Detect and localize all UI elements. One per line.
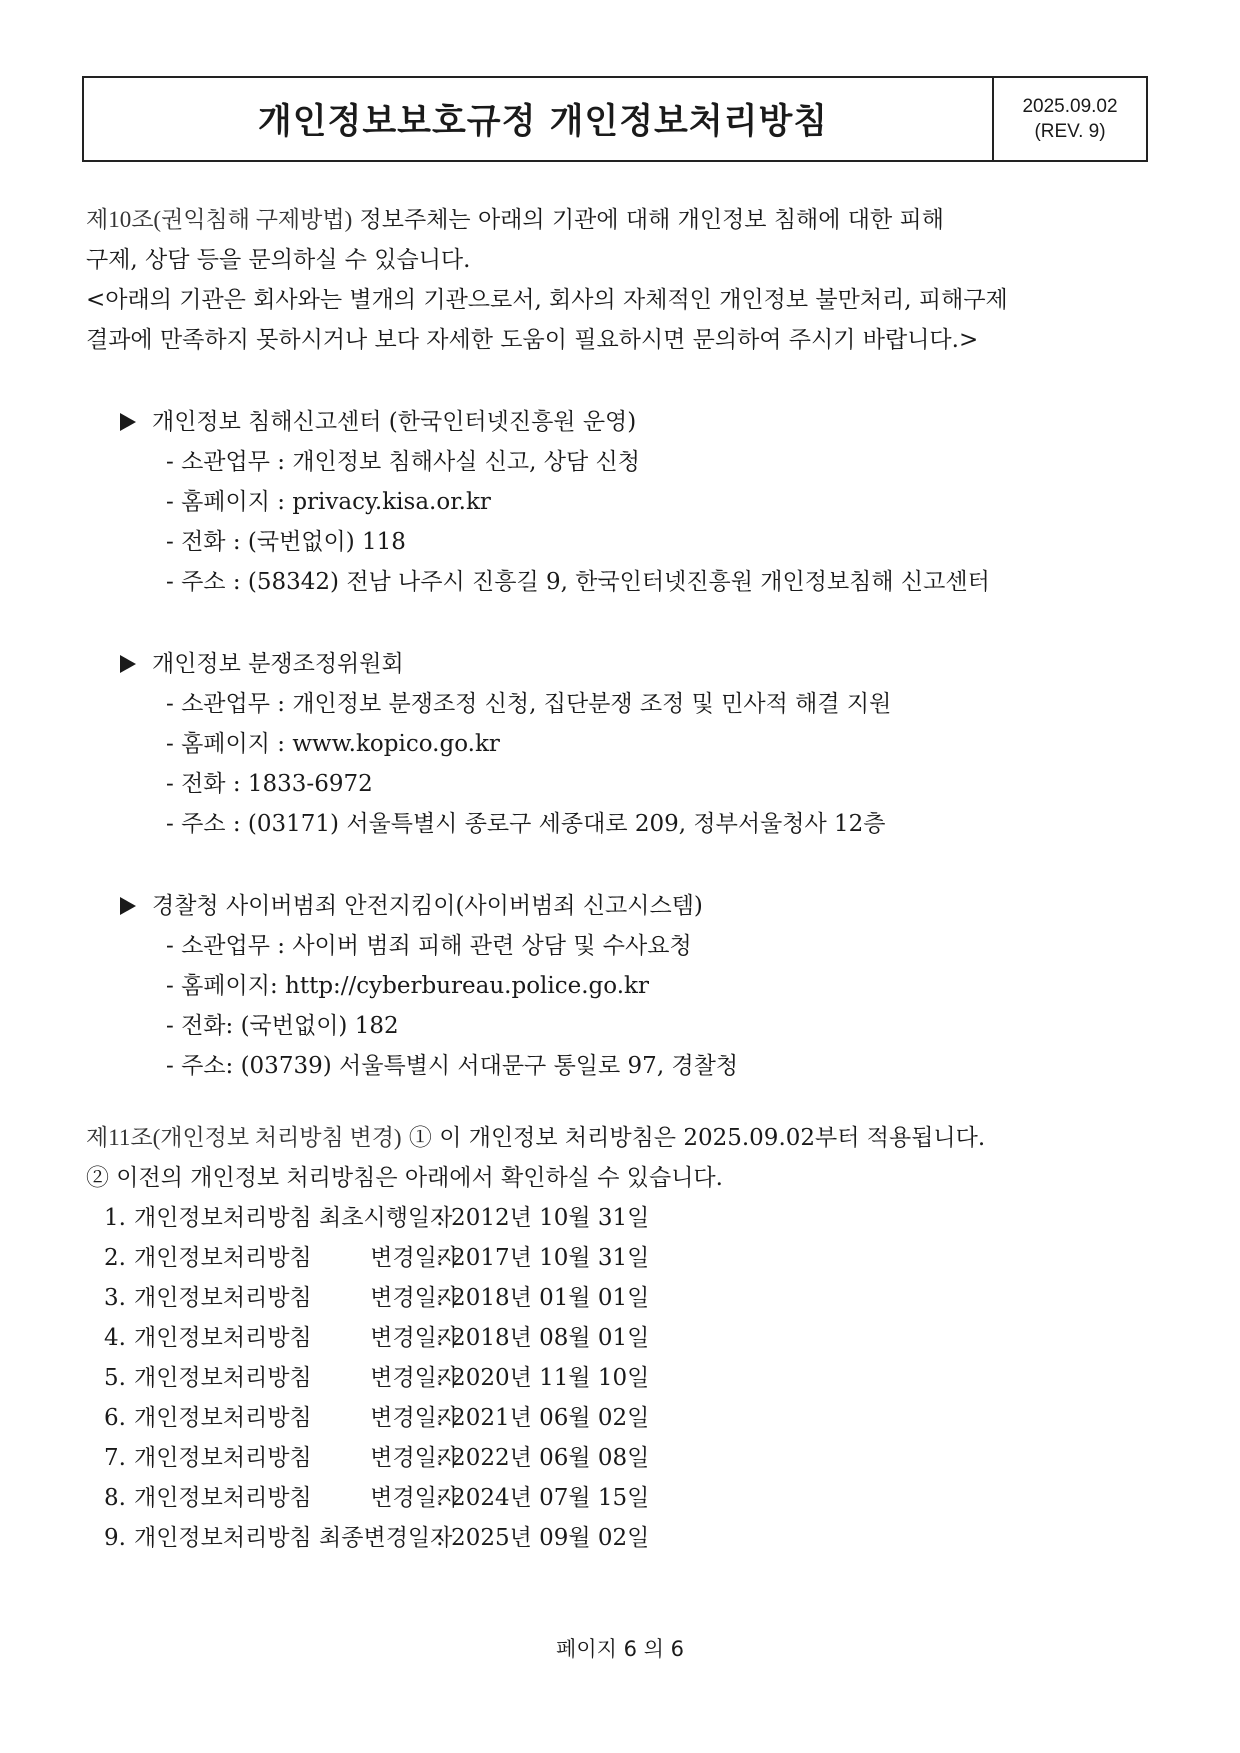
- agency-homepage: - 홈페이지 : privacy.kisa.or.kr: [166, 489, 491, 515]
- page-number: 페이지 6 의 6: [556, 1637, 684, 1661]
- agency-phone: - 전화: (국번없이) 182: [166, 1013, 399, 1039]
- article-10-line-2: 구제, 상담 등을 문의하실 수 있습니다.: [86, 247, 471, 273]
- triangle-bullet-icon: [120, 655, 136, 673]
- article-10-text-1: 정보주체는 아래의 기관에 대해 개인정보 침해에 대한 피해: [352, 207, 944, 233]
- list-item: 1. 개인정보처리방침 최초시행일자 : 2012년 10월 31일: [104, 1205, 650, 1231]
- article-10-note-2: 결과에 만족하지 못하시거나 보다 자세한 도움이 필요하시면 문의하여 주시기 바랍니다.>: [86, 327, 979, 353]
- agency-name: 개인정보 침해신고센터 (한국인터넷진흥원 운영): [152, 409, 637, 435]
- revision-number: (REV. 9): [1034, 121, 1106, 142]
- list-item: 4. 개인정보처리방침 변경일자 : 2018년 08월 01일: [104, 1325, 650, 1351]
- agency-address: - 주소 : (58342) 전남 나주시 진흥길 9, 한국인터넷진흥원 개인정보침해 신고센터: [166, 569, 990, 595]
- revision-history-list: [86, 1198, 1146, 1558]
- agency-phone: - 전화 : 1833-6972: [166, 771, 373, 797]
- document-title: 개인정보보호규정 개인정보처리방침: [257, 102, 829, 142]
- agency-block-kisa: [86, 402, 1146, 602]
- list-item: 9. 개인정보처리방침 최종변경일자 : 2025년 09월 02일: [104, 1525, 650, 1551]
- list-item: 2. 개인정보처리방침 변경일자 : 2017년 10월 31일: [104, 1245, 650, 1271]
- triangle-bullet-icon: [120, 897, 136, 915]
- agency-block-kopico: [86, 644, 1146, 844]
- agency-name: 경찰청 사이버범죄 안전지킴이(사이버범죄 신고시스템): [152, 893, 703, 919]
- agency-block-police: [86, 886, 1146, 1086]
- list-item: 7. 개인정보처리방침 변경일자 : 2022년 06월 08일: [104, 1445, 650, 1471]
- agency-phone: - 전화 : (국번없이) 118: [166, 529, 406, 555]
- agency-homepage: - 홈페이지 : www.kopico.go.kr: [166, 731, 500, 757]
- document-body: [86, 200, 1146, 1558]
- triangle-bullet-icon: [120, 413, 136, 431]
- agency-duty: - 소관업무 : 개인정보 침해사실 신고, 상담 신청: [166, 449, 640, 475]
- agency-duty: - 소관업무 : 개인정보 분쟁조정 신청, 집단분쟁 조정 및 민사적 해결 지원: [166, 691, 892, 717]
- article-11-number: 제11조(개인정보 처리방침 변경): [86, 1125, 402, 1150]
- article-11-line-1: [86, 1118, 1146, 1158]
- agency-name: 개인정보 분쟁조정위원회: [152, 651, 404, 677]
- revision-box: [992, 78, 1146, 160]
- list-item: 5. 개인정보처리방침 변경일자 : 2020년 11월 10일: [104, 1365, 650, 1391]
- article-10-line-1: [86, 200, 1146, 240]
- list-item: 8. 개인정보처리방침 변경일자 : 2024년 07월 15일: [104, 1485, 650, 1511]
- article-10-note-1: <아래의 기관은 회사와는 별개의 기관으로서, 회사의 자체적인 개인정보 불만처리, 피해구제: [86, 287, 1008, 313]
- document-header: [82, 76, 1148, 162]
- article-11-line-2: ② 이전의 개인정보 처리방침은 아래에서 확인하실 수 있습니다.: [86, 1165, 723, 1191]
- list-item: 6. 개인정보처리방침 변경일자 : 2021년 06월 02일: [104, 1405, 650, 1431]
- article-10-number: 제10조(권익침해 구제방법): [86, 207, 353, 232]
- article-11-text-1: ① 이 개인정보 처리방침은 2025.09.02부터 적용됩니다.: [401, 1125, 986, 1151]
- agency-address: - 주소 : (03171) 서울특별시 종로구 세종대로 209, 정부서울청사 12층: [166, 811, 886, 837]
- list-item: 3. 개인정보처리방침 변경일자 : 2018년 01월 01일: [104, 1285, 650, 1311]
- agency-duty: - 소관업무 : 사이버 범죄 피해 관련 상담 및 수사요청: [166, 933, 692, 959]
- agency-homepage: - 홈페이지: http://cyberbureau.police.go.kr: [166, 973, 649, 999]
- agency-address: - 주소: (03739) 서울특별시 서대문구 통일로 97, 경찰청: [166, 1053, 739, 1079]
- revision-date: 2025.09.02: [1022, 96, 1118, 117]
